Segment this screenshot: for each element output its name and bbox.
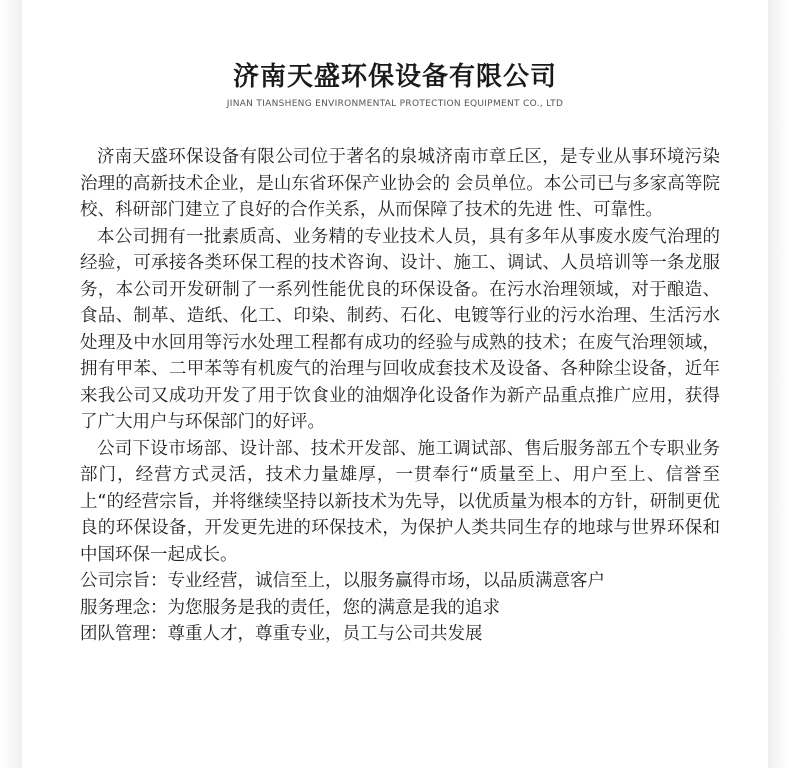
service-philosophy: 服务理念：为您服务是我的责任，您的满意是我的追求 <box>80 597 500 618</box>
company-intro-card <box>22 0 768 768</box>
paragraph-capabilities: 本公司拥有一批素质高、业务精的专业技术人员，具有多年从事废水废气治理的经验，可承接各类环保工程的技术咨询、设计、施工、调试、人员培训等一条龙服务，本公司开发研制了一系列性能优良的环保设备。在污水治理领域，对于酿造、食品、制革、造纸、化工、印染、制药、石化、电镀等行业的污水治理、生活污水处理及中水回用等污水处理工程都有成功的经验与成熟的技术；在废气治理领域，拥有甲苯、二甲苯等有机废气的治理与回收成套技术及设备、各种除尘设备，近年来我公司又成功开发了用于饮食业的油烟净化设备作为新产品重点推广应用，获得了广大用户与环保部门的好评。 <box>80 226 720 432</box>
company-description <box>80 144 720 648</box>
paragraph-departments: 公司下设市场部、设计部、技术开发部、施工调试部、售后服务部五个专职业务部门，经营方式灵活，技术力量雄厚，一贯奉行“质量至上、用户至上、信誉至上“的经营宗旨，并将继续坚持以新技术为先导，以优质量为根本的方针，研制更优良的环保设备，开发更先进的环保技术，为保护人类共同生存的地球与世界环保和中国环保一起成长。 <box>80 438 720 565</box>
company-title: 济南天盛环保设备有限公司 <box>232 62 557 92</box>
left-shadow <box>0 0 22 768</box>
right-shadow <box>768 0 790 768</box>
paragraph-intro: 济南天盛环保设备有限公司位于著名的泉城济南市章丘区，是专业从事环境污染治理的高新技术企业，是山东省环保产业协会的 会员单位。本公司已与多家高等院校、科研部门建立了良好的合作关系，从而保障了技术的先进 性、可靠性。 <box>80 147 720 220</box>
team-management: 团队管理：尊重人才，尊重专业，员工与公司共发展 <box>80 624 483 644</box>
company-english-name: JINAN TIANSHENG ENVIRONMENTAL PROTECTION EQUIPMENT CO., LTD <box>226 99 564 109</box>
company-purpose: 公司宗旨：专业经营，诚信至上，以服务赢得市场，以品质满意客户 <box>80 571 605 591</box>
